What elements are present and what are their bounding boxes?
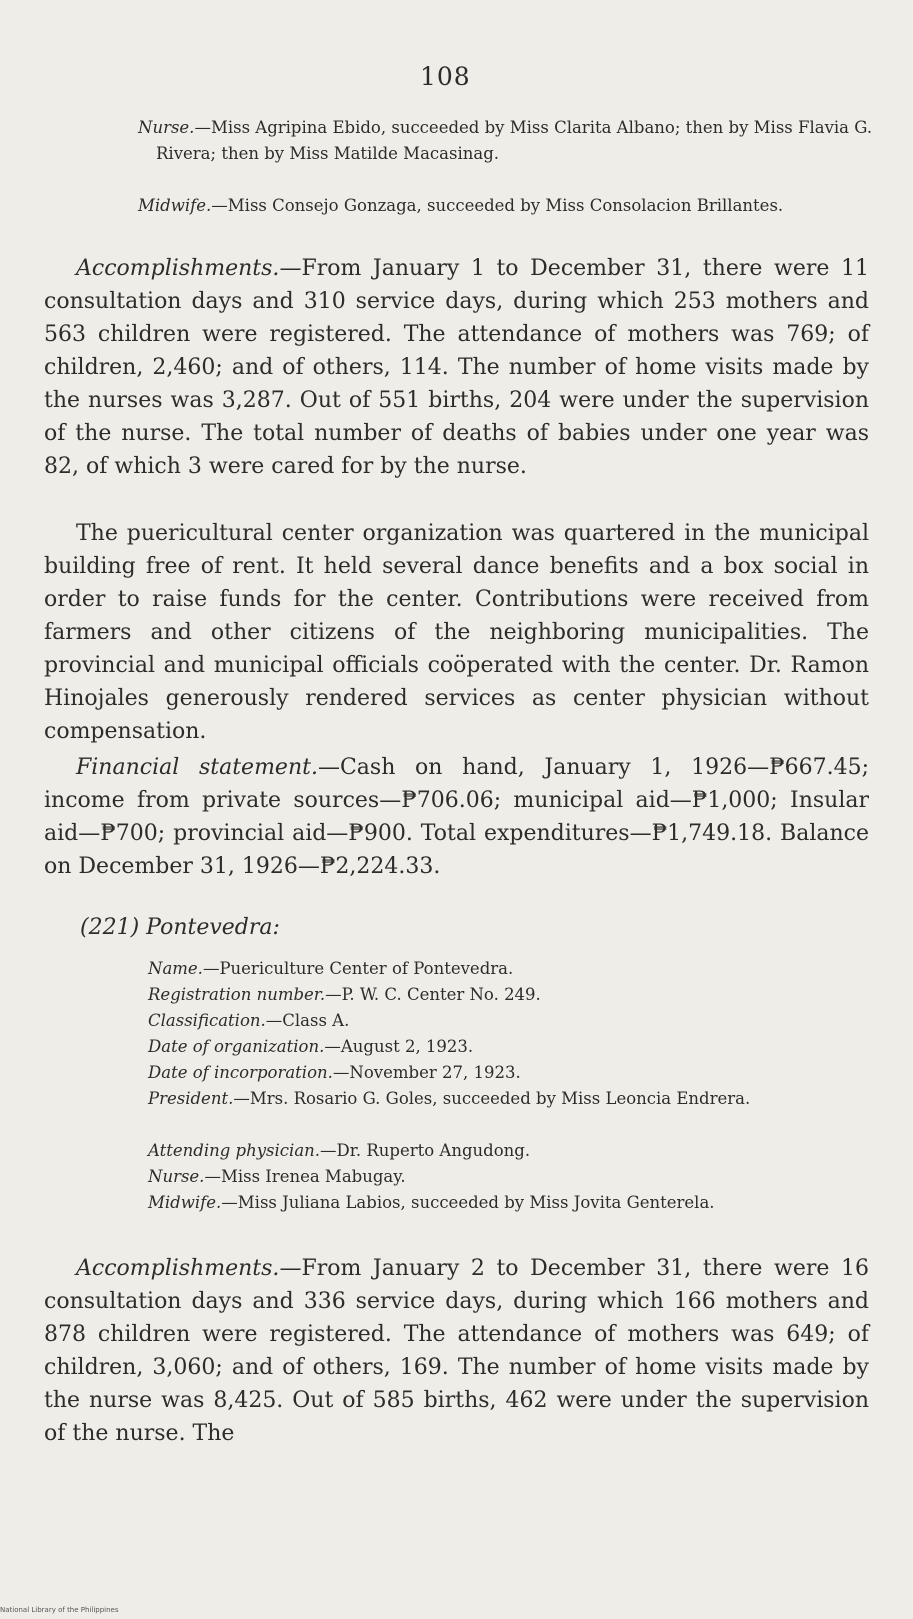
entry-text: —Miss Juliana Labios, succeeded by Miss Jovita Genterela. (221, 1193, 715, 1212)
entry-text: —P. W. C. Center No. 249. (325, 985, 541, 1004)
entry-text: —Miss Irenea Mabugay. (204, 1167, 406, 1186)
section-entry-organization-date (148, 1034, 886, 1060)
paragraph-financial-statement (44, 751, 869, 883)
entry-label: Midwife. (148, 1193, 222, 1212)
section-name: Pontevedra: (146, 915, 280, 940)
entry-label: President. (148, 1089, 234, 1108)
paragraph-accomplishments-1 (44, 252, 869, 483)
entry-text: —Puericulture Center of Pontevedra. (202, 959, 514, 978)
paragraph-text: —From January 2 to December 31, there were 16 consultation days and 336 service days, during which 166 mothers and 878 children were registered. The attendance of mothers was 649; of children, 3,060; and of others, 169. The number of home visits made by the nurse was 8,425. Out of 585 births, 462 were under the supervision of the nurse. The (44, 1256, 869, 1446)
paragraph-text: —From January 1 to December 31, there were 11 consultation days and 310 service days, during which 253 mothers and 563 children were registered. The attendance of mothers was 769; of children, 2,460; and of others, 114. The number of home visits made by the nurses was 3,287. Out of 551 births, 204 were under the supervision of the nurse. The total number of deaths of babies under one year was 82, of which 3 were cared for by the nurse. (44, 256, 869, 479)
entry-label: Name. (148, 959, 203, 978)
paragraph-label: Accomplishments. (76, 1256, 280, 1281)
entry-text: —Class A. (265, 1011, 350, 1030)
section-number: (221) (80, 915, 140, 940)
entry-label: Nurse. (148, 1167, 205, 1186)
section-entry-midwife (148, 1190, 886, 1216)
section-entry-classification (148, 1008, 886, 1034)
entry-label: Midwife. (138, 196, 212, 215)
library-footer-tag: National Library of the Philippines (0, 1606, 119, 1614)
paragraph-label: Financial statement. (76, 755, 318, 780)
section-entry-president (148, 1086, 886, 1112)
staff-entry-nurse (138, 115, 886, 167)
paragraph-accomplishments-2 (44, 1252, 869, 1450)
entry-text: —Mrs. Rosario G. Goles, succeeded by Miss Leoncia Endrera. (233, 1089, 751, 1108)
entry-label: Date of incorporation. (148, 1063, 333, 1082)
entry-text: —Dr. Ruperto Angudong. (320, 1141, 531, 1160)
entry-text: —Miss Consejo Gonzaga, succeeded by Miss Consolacion Brillantes. (211, 196, 784, 215)
section-entry-nurse (148, 1164, 886, 1190)
entry-text: —August 2, 1923. (324, 1037, 474, 1056)
entry-text: —Miss Agripina Ebido, succeeded by Miss Clarita Albano; then by Miss Flavia G. Rivera; then by Miss Matilde Macasinag. (156, 118, 873, 163)
entry-text: —November 27, 1923. (332, 1063, 521, 1082)
section-entry-incorporation-date (148, 1060, 886, 1086)
section-heading (80, 915, 280, 940)
entry-label: Nurse. (138, 118, 195, 137)
entry-label: Date of organization. (148, 1037, 325, 1056)
section-entry-registration (148, 982, 886, 1008)
section-entry-name (148, 956, 886, 982)
staff-entry-midwife (138, 193, 886, 219)
entry-label: Classification. (148, 1011, 266, 1030)
entry-label: Registration number. (148, 985, 326, 1004)
section-entry-physician (148, 1138, 886, 1164)
paragraph-text: —Cash on hand, January 1, 1926—₱667.45; income from private sources—₱706.06; municipal aid—₱1,000; Insular aid—₱700; provincial aid—₱900. Total expenditures—₱1,749.18. Balance on December 31, 1926—₱2,224.33. (44, 755, 869, 879)
paragraph-organization (44, 517, 869, 748)
paragraph-label: Accomplishments. (76, 256, 280, 281)
entry-label: Attending physician. (148, 1141, 321, 1160)
paragraph-text: The puericultural center organization was quartered in the municipal building free of rent. It held several dance benefits and a box social in order to raise funds for the center. Contributions were received from farmers and other citizens of the neighboring municipalities. The provincial and municipal officials coöperated with the center. Dr. Ramon Hinojales generously rendered services as center physician without compensation. (44, 521, 869, 744)
page-number: 108 (420, 62, 471, 91)
